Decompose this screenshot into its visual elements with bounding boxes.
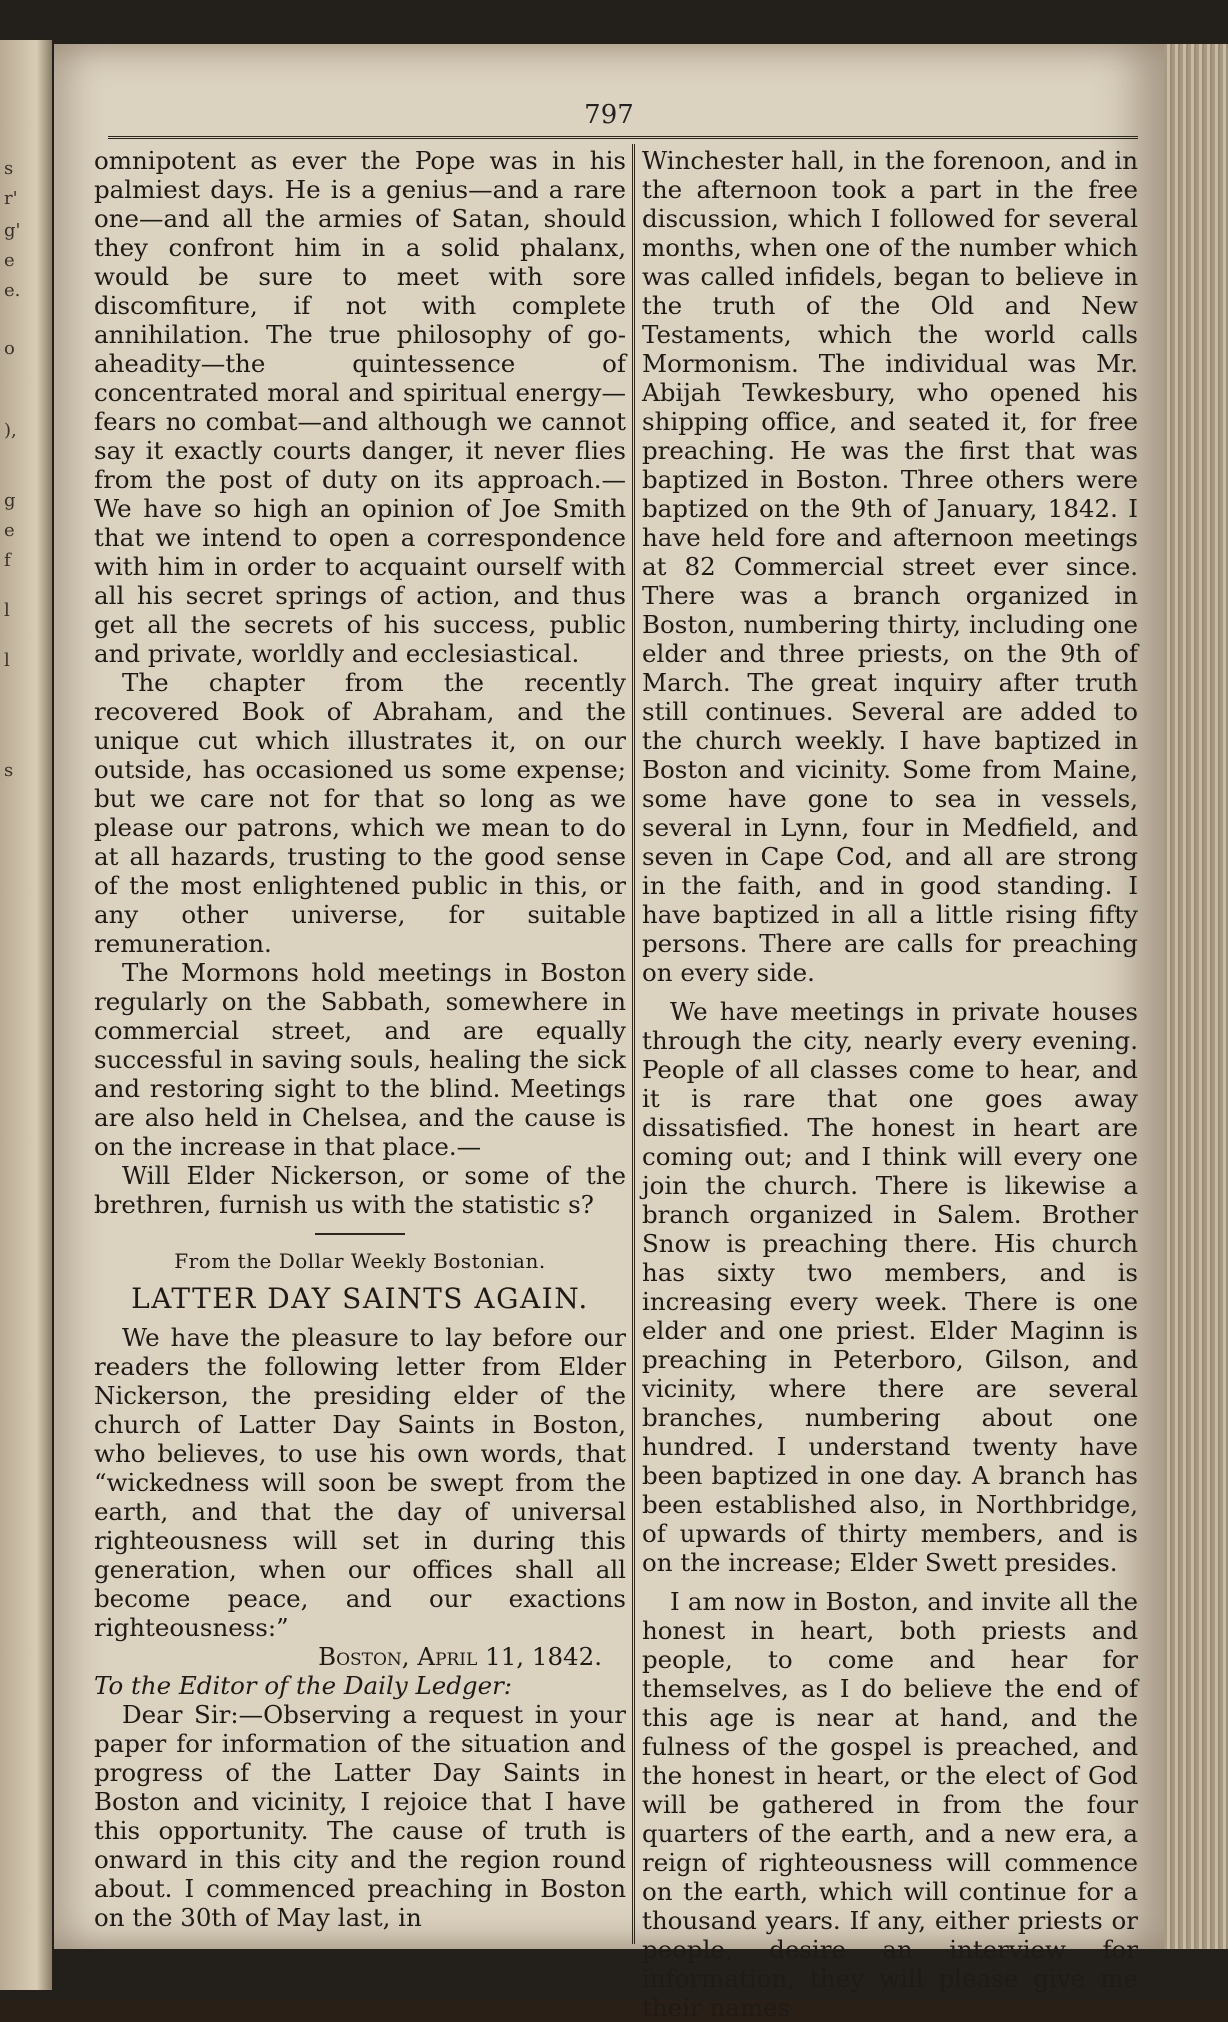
margin-fragment: l bbox=[4, 650, 10, 671]
margin-fragment: o bbox=[4, 338, 15, 359]
margin-fragment: l bbox=[4, 600, 10, 621]
header-rule bbox=[108, 136, 1138, 139]
book-page-edges bbox=[1164, 44, 1228, 1949]
margin-fragment: r' bbox=[4, 188, 18, 209]
paragraph: I am now in Boston, and invite all the honest in heart, both priests and people, to come and hear for themselves, as I do believe the end of this age is near at hand, and the fulness of the gospel is preached, and the honest in heart, or the elect of God will be gathered in from the four quarters of the earth, and a new era, a reign of righteousness will commence on the earth, which will continue for a thousand years. If any, either priests or people, desire an interview for information, they will please give me their names bbox=[642, 1587, 1138, 2022]
paragraph: omnipotent as ever the Pope was in his palmiest days. He is a genius—and a rare one—and all the armies of Satan, should they confront him in a solid phalanx, would be sure to meet with sore discomfiture, if not with complete annihilation. The true philosophy of go-aheadity—the quintessence of concentrated moral and spiritual energy—fears no combat—and although we cannot say it exactly courts danger, it never flies from the post of duty on its approach.—We have so high an opinion of Joe Smith that we intend to open a correspondence with him in order to acquaint ourself with all his secret springs of action, and thus get all the secrets of his success, public and private, worldly and ecclesiastical. bbox=[94, 146, 626, 668]
left-column bbox=[94, 146, 626, 1932]
paragraph: We have meetings in private houses through the city, nearly every evening. People of all classes come to hear, and it is rare that one goes away dissatisfied. The honest in heart are coming out; and I think will every one join the church. There is likewise a branch organized in Salem. Brother Snow is preaching there. His church has sixty two members, and is increasing every week. There is one elder and one priest. Elder Maginn is preaching in Peterboro, Gilson, and vicinity, where there are several branches, numbering about one hundred. I understand twenty have been baptized in one day. A branch has been established also, in Northbridge, of upwards of thirty members, and is on the increase; Elder Swett presides. bbox=[642, 997, 1138, 1577]
margin-fragment: f bbox=[4, 550, 11, 571]
margin-fragment: s bbox=[4, 158, 14, 179]
article-headline: LATTER DAY SAINTS AGAIN. bbox=[131, 1282, 589, 1315]
facing-page-edge bbox=[0, 40, 52, 1990]
margin-fragment: e bbox=[4, 520, 15, 541]
document-page bbox=[54, 44, 1164, 2022]
letter-salutation: To the Editor of the Daily Ledger: bbox=[94, 1671, 513, 1700]
letter-dateline: Boston, April 11, 1842. bbox=[318, 1642, 602, 1671]
column-divider bbox=[632, 144, 635, 1944]
paragraph: The chapter from the recently recovered Book of Abraham, and the unique cut which illustrates it, on our outside, has occasioned us some expense; but we care not for that so long as we please our patrons, which we mean to do at all hazards, trusting to the good sense of the most enlightened public in this, or any other universe, for suitable remuneration. bbox=[94, 668, 626, 958]
paragraph: Will Elder Nickerson, or some of the brethren, furnish us with the statistic s? bbox=[94, 1161, 626, 1219]
margin-fragment: s bbox=[4, 760, 14, 781]
paragraph: Dear Sir:—Observing a request in your paper for information of the situation and progress of the Latter Day Saints in Boston and vicinity, I rejoice that I have this opportunity. The cause of truth is onward in this city and the region round about. I commenced preaching in Boston on the 30th of May last, in bbox=[94, 1700, 626, 1932]
right-column bbox=[642, 146, 1138, 2022]
margin-fragment: e bbox=[4, 250, 15, 271]
margin-fragment: g' bbox=[4, 220, 21, 241]
section-rule bbox=[315, 1233, 405, 1235]
page-number: 797 bbox=[584, 100, 634, 130]
paragraph: We have the pleasure to lay before our readers the following letter from Elder Nickerson, the presiding elder of the church of Latter Day Saints in Boston, who believes, to use his own words, that “wickedness will soon be swept from the earth, and that the day of universal righteousness will set in during this generation, when our offices shall all become peace, and our exactions righteousness:” bbox=[94, 1323, 626, 1642]
paragraph: Winchester hall, in the forenoon, and in the afternoon took a part in the free discussion, which I followed for several months, when one of the number which was called infidels, began to believe in the truth of the Old and New Testaments, which the world calls Mormonism. The individual was Mr. Abijah Tewkesbury, who opened his shipping office, and seated it, for free preaching. He was the first that was baptized in Boston. Three others were baptized on the 9th of January, 1842. I have held fore and afternoon meetings at 82 Commercial street ever since. There was a branch organized in Boston, numbering thirty, including one elder and three priests, on the 9th of March. The great inquiry after truth still continues. Several are added to the church weekly. I have baptized in Boston and vicinity. Some from Maine, some have gone to sea in vessels, several in Lynn, four in Medfield, and seven in Cape Cod, and all are strong in the faith, and in good standing. I have baptized in all a little rising fifty persons. There are calls for preaching on every side. bbox=[642, 146, 1138, 987]
margin-fragment: e. bbox=[4, 280, 21, 301]
paragraph: The Mormons hold meetings in Boston regularly on the Sabbath, somewhere in commercial street, and are equally successful in saving souls, healing the sick and restoring sight to the blind. Meetings are also held in Chelsea, and the cause is on the increase in that place.— bbox=[94, 958, 626, 1161]
margin-fragment: g bbox=[4, 490, 16, 511]
margin-fragment: ), bbox=[4, 420, 17, 441]
article-source: From the Dollar Weekly Bostonian. bbox=[174, 1249, 546, 1273]
